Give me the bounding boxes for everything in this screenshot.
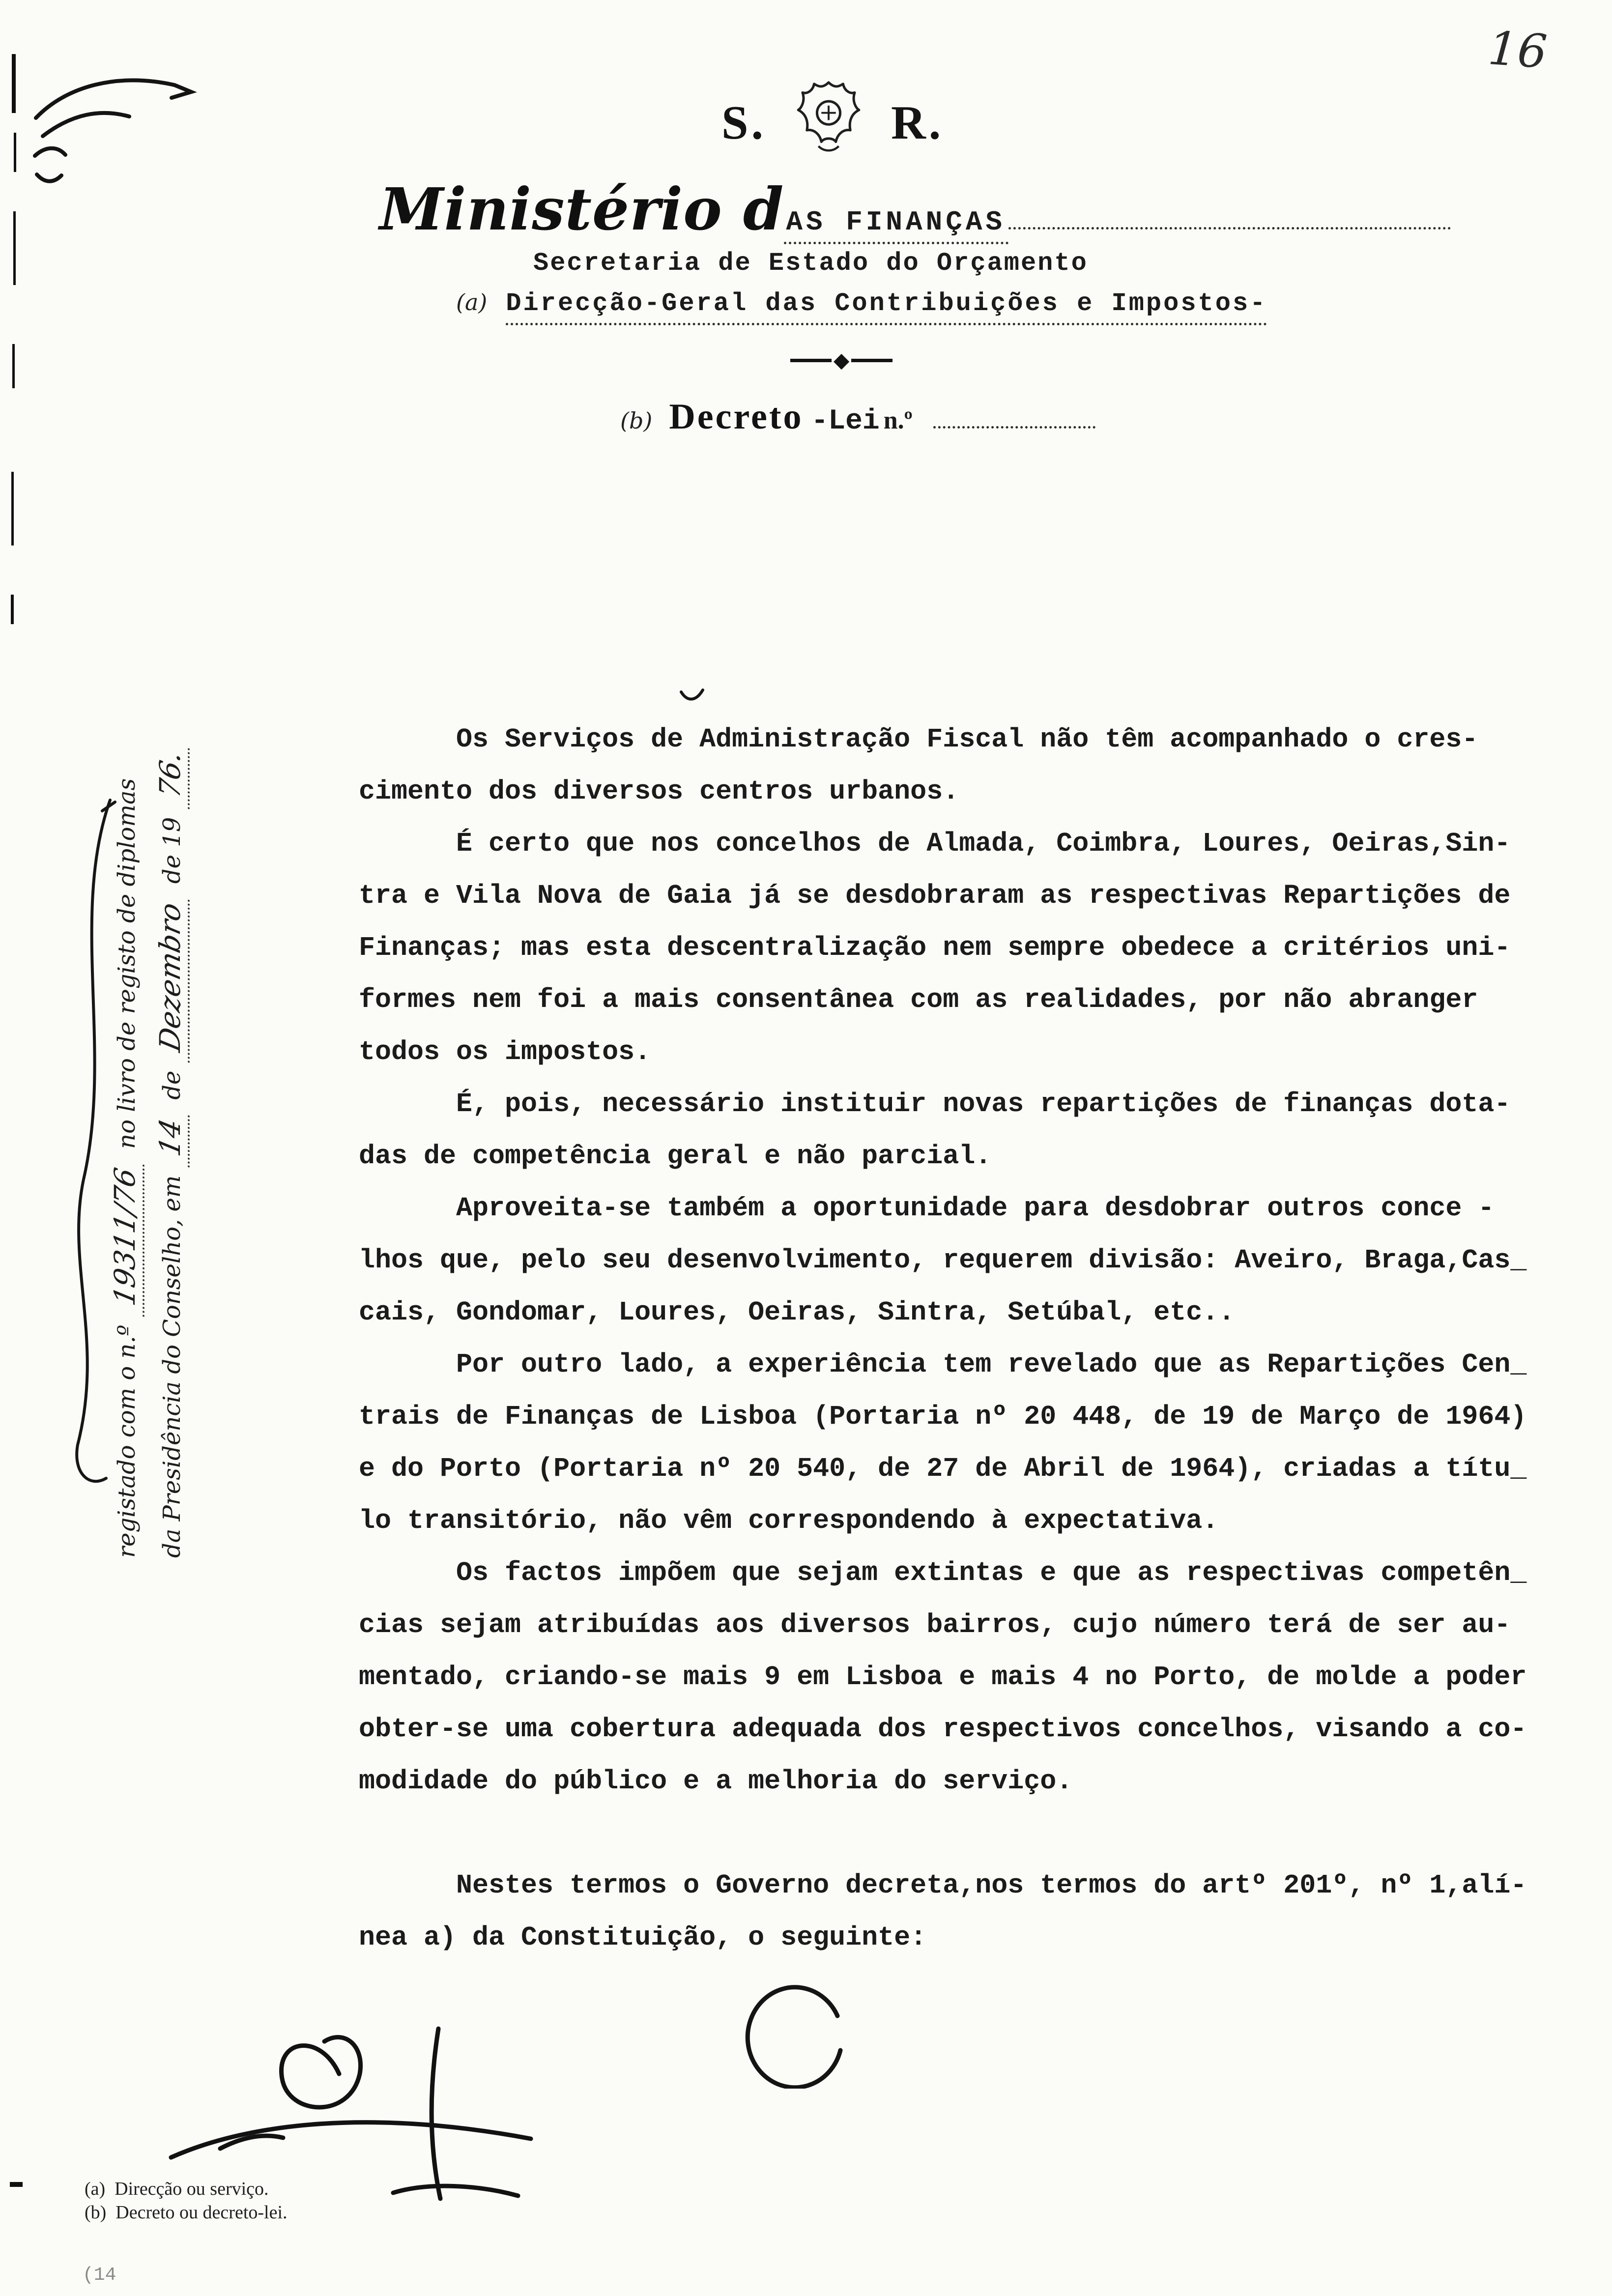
body-line: todos os impostos. [359, 1036, 651, 1067]
edge-mark [12, 344, 15, 388]
footnotes [85, 2177, 288, 2224]
body-line: lo transitório, não vêm correspondendo à expectativa. [359, 1505, 1219, 1536]
margin-note-print: de 19 [158, 817, 186, 884]
pen-scribble-icon [27, 27, 204, 184]
note-b-label: (b) [620, 407, 653, 434]
margin-note-print: da Presidência do Conselho, em [158, 1175, 186, 1558]
body-line: Por outro lado, a experiência tem revelado que as Repartições Cen_ [359, 1349, 1527, 1380]
margin-note-print: registado com o n.º [113, 1324, 141, 1558]
letterhead-ministry [379, 175, 1451, 244]
divider-bar [790, 359, 832, 362]
edge-mark [12, 54, 16, 113]
body-line: Os factos impõem que sejam extintas e que as respectivas competên_ [359, 1557, 1527, 1588]
dotted-line [1008, 223, 1451, 230]
decree-suffix: -Lei [811, 405, 880, 437]
edge-mark [13, 211, 16, 285]
body-line: cimento dos diversos centros urbanos. [359, 776, 959, 807]
body-line [359, 1808, 1526, 1860]
year-handwritten: 76. [153, 741, 190, 809]
body-line: lhos que, pelo seu desenvolvimento, requerem divisão: Aveiro, Braga,Cas_ [359, 1245, 1527, 1276]
body-line: É, pois, necessário instituir novas repartições de finanças dota- [359, 1089, 1511, 1119]
pen-tick-icon [678, 687, 708, 707]
edge-mark [11, 595, 14, 624]
directorate-text: Direcção-Geral das Contribuições e Impostos- [506, 289, 1267, 325]
secretariat-line: Secretaria de Estado do Orçamento [533, 249, 1088, 278]
edge-mark [14, 133, 16, 172]
directorate-line [456, 289, 1267, 325]
month-handwritten: Dezembro [153, 891, 190, 1062]
coat-of-arms-icon [792, 77, 865, 156]
body-line: modidade do público e a melhoria do serviço. [359, 1766, 1073, 1797]
page-number-handwritten: 16 [1486, 21, 1549, 80]
body-line: Nestes termos o Governo decreta,nos termos do artº 201º, nº 1,alí- [359, 1870, 1527, 1901]
margin-note-line-1 [108, 590, 153, 1558]
bottom-cutoff-fragment: (14 [83, 2265, 116, 2286]
registration-number-handwritten: 19311/76 [108, 1157, 144, 1317]
decree-body-text [359, 714, 1526, 1964]
day-handwritten: 14 [153, 1108, 190, 1168]
sr-heading [721, 89, 944, 156]
diamond-divider [790, 350, 892, 371]
decree-title-line [620, 396, 1095, 438]
divider-bar [851, 359, 892, 362]
edge-mark [10, 2182, 23, 2187]
decree-word: Decreto [669, 397, 804, 437]
body-line: mentado, criando-se mais 9 em Lisboa e mais 4 no Porto, de molde a poder [359, 1662, 1527, 1693]
body-line: Os Serviços de Administração Fiscal não têm acompanhado o cres- [359, 724, 1478, 755]
edge-mark [11, 472, 14, 545]
sr-left-letter: S. [721, 96, 767, 149]
body-line: formes nem foi a mais consentânea com as realidades, por não abranger [359, 984, 1478, 1015]
margin-note-print: de [158, 1070, 186, 1100]
decree-number-label: n.º [883, 406, 913, 434]
body-line: Finanças; mas esta descentralização nem sempre obedece a critérios uni- [359, 932, 1511, 963]
body-line: trais de Finanças de Lisboa (Portaria nº 20 448, de 19 de Março de 1964) [359, 1401, 1527, 1432]
footnote-line: (a) Direcção ou serviço. [85, 2179, 269, 2199]
ministry-script-text: Ministério d [379, 175, 784, 243]
margin-registration-note [108, 590, 199, 1558]
margin-note-print: no livro de registo de diplomas [113, 778, 141, 1149]
sr-right-letter: R. [891, 96, 944, 149]
body-line: tra e Vila Nova de Gaia já se desdobraram as respectivas Repartições de [359, 880, 1511, 911]
body-line: É certo que nos concelhos de Almada, Coimbra, Loures, Oeiras,Sin- [359, 828, 1511, 859]
note-a-label: (a) [456, 289, 488, 316]
body-line: nea a) da Constituição, o seguinte: [359, 1922, 927, 1953]
margin-note-line-2 [153, 590, 199, 1558]
ministry-typed-text: AS FINANÇAS [784, 206, 1008, 244]
body-line: Aproveita-se também a oportunidade para desdobrar outros conce - [359, 1193, 1495, 1224]
body-line: das de competência geral e não parcial. [359, 1141, 992, 1172]
body-line: obter-se uma cobertura adequada dos respectivos concelhos, visando a co- [359, 1714, 1527, 1745]
decree-number-blank [933, 422, 1095, 429]
footnote-line: (b) Decreto ou decreto-lei. [85, 2202, 288, 2223]
pen-circle-icon [736, 1976, 849, 2089]
body-line: cais, Gondomar, Loures, Oeiras, Sintra, Setúbal, etc.. [359, 1297, 1235, 1328]
diamond-icon: ◆ [834, 348, 850, 372]
body-line: cias sejam atribuídas aos diversos bairros, cujo número terá de ser au- [359, 1609, 1511, 1640]
body-line: e do Porto (Portaria nº 20 540, de 27 de Abril de 1964), criadas a títu_ [359, 1453, 1527, 1484]
